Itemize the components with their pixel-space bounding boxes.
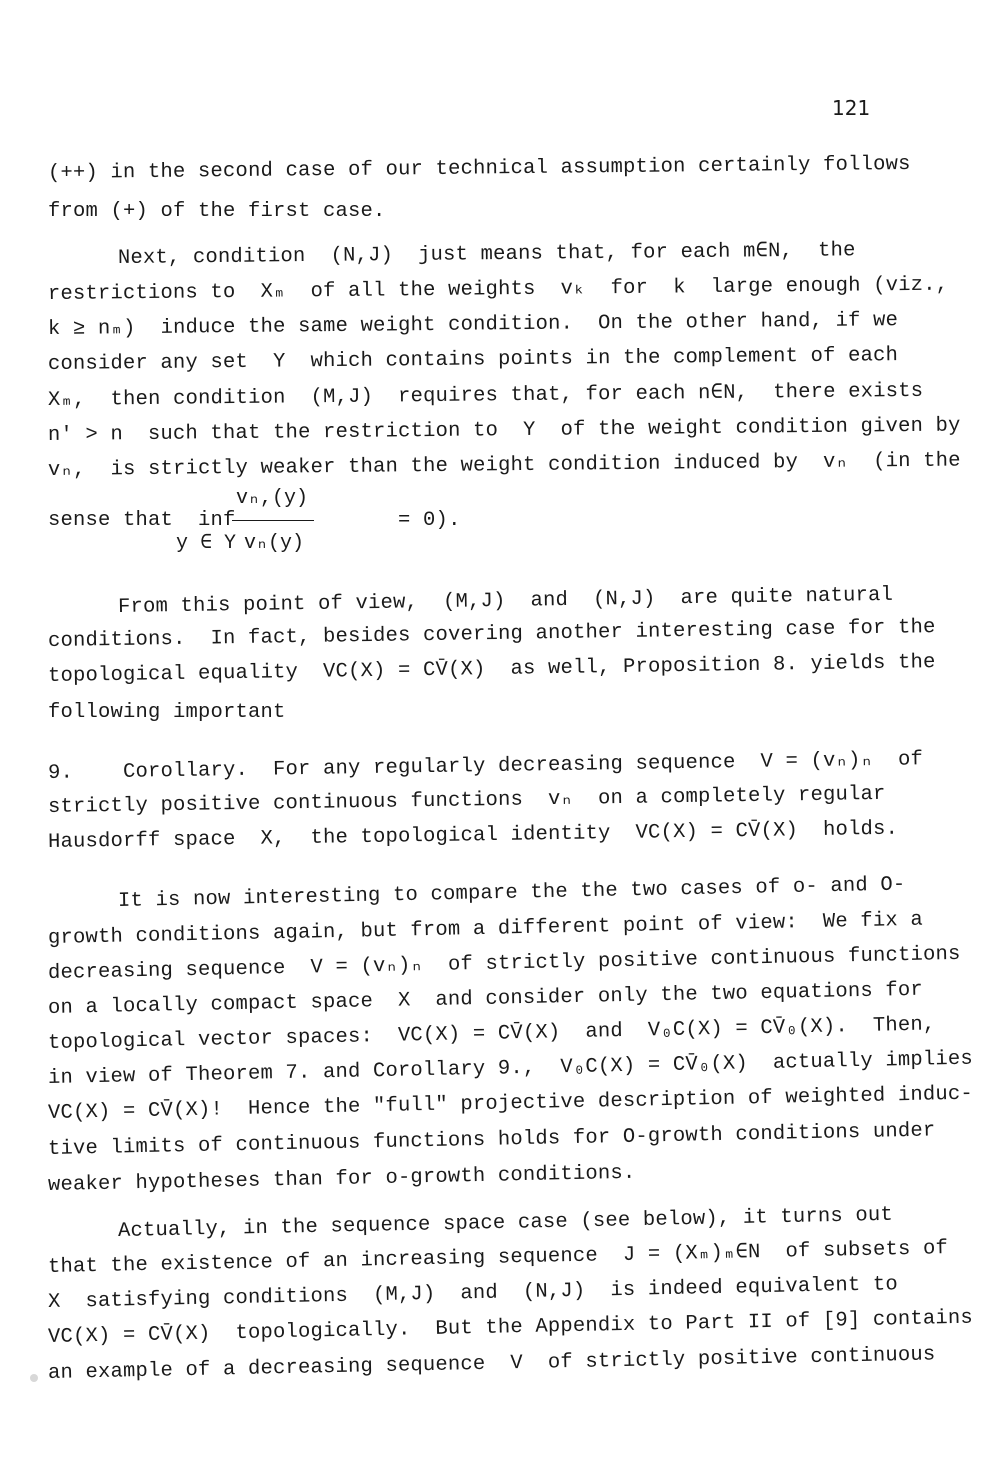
text-line: (++) in the second case of our technical assumption certainly follows <box>47 152 911 185</box>
fraction-bar <box>232 520 314 521</box>
text-line: from (+) of the first case. <box>48 200 386 223</box>
text-line: in view of Theorem 7. and Corollary 9., V₀C(X) = CV̄₀(X) actually implies <box>47 1047 974 1090</box>
text-line: Xₘ, then condition (M,J) requires that, for each n∈N, there exists <box>47 379 924 412</box>
text-line: From this point of view, (M,J) and (N,J) are quite natural <box>117 583 894 619</box>
text-line: vₙ, is strictly weaker than the weight condition induced by vₙ (in the <box>47 449 961 482</box>
corollary-line: strictly positive continuous functions vₙ on a completely regular <box>47 782 886 819</box>
text-line: Next, condition (N,J) just means that, for each m∈N, the <box>117 239 856 270</box>
text-line: VC(X) = CV̄(X)! Hence the "full" projective description of weighted induc- <box>47 1082 974 1125</box>
text-line: conditions. In fact, besides covering another interesting case for the <box>47 616 936 653</box>
text-line: decreasing sequence V = (vₙ)ₙ of strictly positive continuous functions <box>47 942 961 985</box>
scan-speck <box>30 1374 38 1382</box>
text-line: VC(X) = CV̄(X) topologically. But the Appendix to Part II of [9] contains <box>47 1306 974 1349</box>
inf-subscript: y ∈ Y <box>176 532 237 555</box>
text-line: on a locally compact space X and consider only the two equations for <box>47 978 924 1020</box>
corollary-line: 9. Corollary. For any regularly decreasing sequence V = (vₙ)ₙ of <box>47 748 924 785</box>
text-line: an example of a decreasing sequence V of strictly positive continuous <box>47 1343 936 1385</box>
text-line: sense that inf = 0). <box>48 509 461 532</box>
page-number: 121 <box>832 96 871 120</box>
text-line: weaker hypotheses than for o-growth conditions. <box>47 1161 636 1197</box>
text-line: growth conditions again, but from a different point of view: We fix a <box>47 908 924 950</box>
text-line: n' > n such that the restriction to Y of the weight condition given by <box>47 414 961 447</box>
fraction-denominator: vₙ(y) <box>244 532 305 555</box>
text-line: X satisfying conditions (M,J) and (N,J) is indeed equivalent to <box>47 1273 899 1314</box>
text-line: topological equality VC(X) = CV̄(X) as well, Proposition 8. yields the <box>47 651 936 688</box>
text-line: following important <box>48 701 286 724</box>
text-line: tive limits of continuous functions holds for O-growth conditions under <box>47 1119 936 1161</box>
text-line: k ≥ nₘ) induce the same weight condition. On the other hand, if we <box>47 309 899 341</box>
text-line: It is now interesting to compare the the two cases of o- and O- <box>117 873 906 913</box>
text-line: restrictions to Xₘ of all the weights vₖ for k large enough (viz., <box>47 273 949 306</box>
text-line: topological vector spaces: VC(X) = CV̄(X) and V₀C(X) = CV̄₀(X). Then, <box>47 1013 936 1055</box>
fraction-numerator: vₙ,(y) <box>236 487 309 510</box>
corollary-line: Hausdorff space X, the topological identity VC(X) = CV̄(X) holds. <box>47 817 899 854</box>
text-line: that the existence of an increasing sequence J = (Xₘ)ₘ∈N of subsets of <box>47 1237 949 1279</box>
text-line: Actually, in the sequence space case (see below), it turns out <box>117 1203 894 1243</box>
text-line: consider any set Y which contains points in the complement of each <box>47 344 899 376</box>
